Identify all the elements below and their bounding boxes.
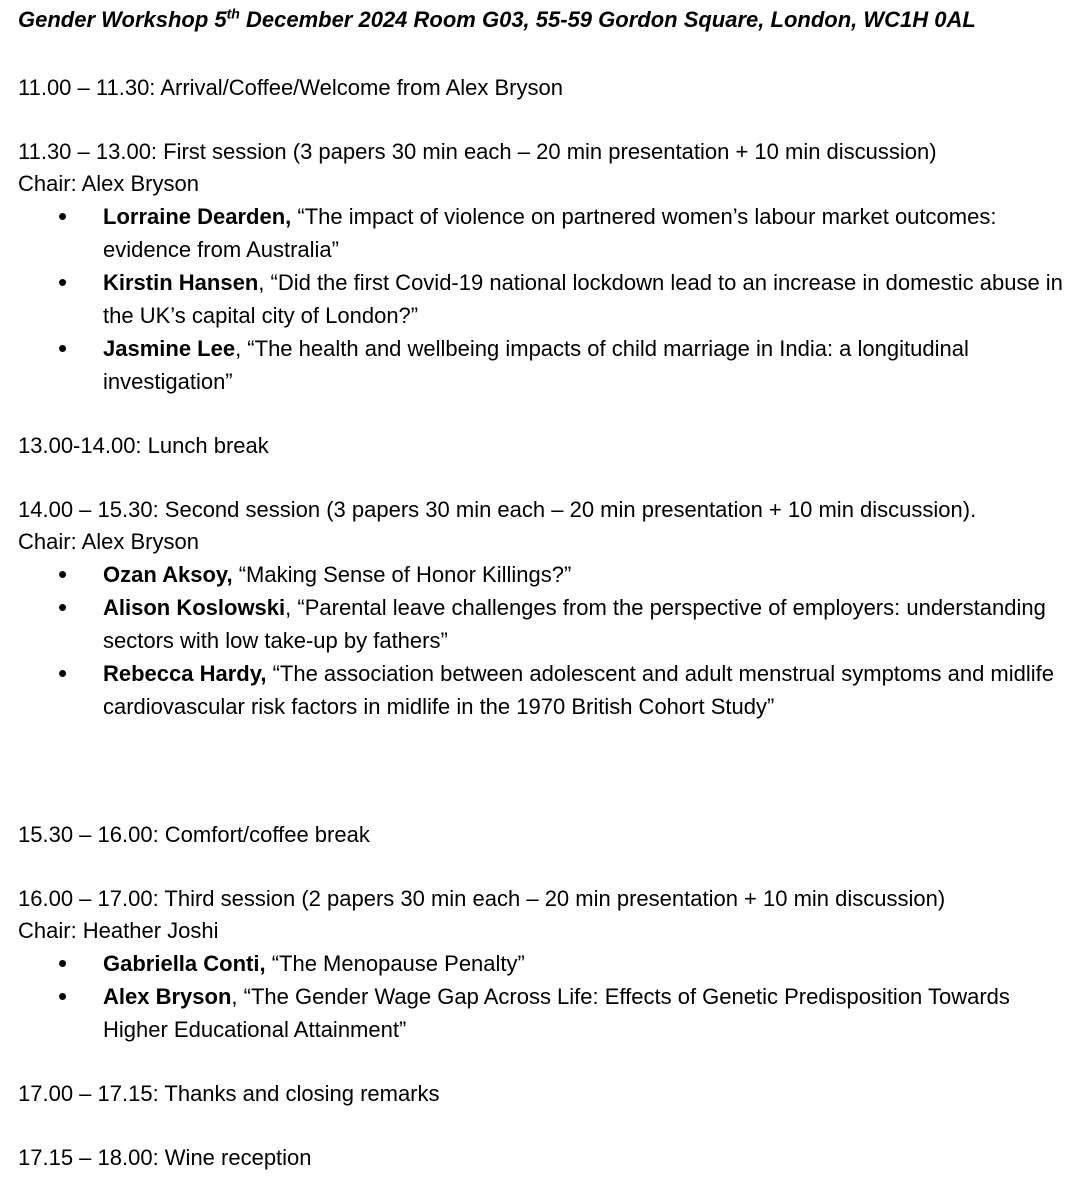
list-item: • Alison Koslowski, “Parental leave challenges from the perspective of employers: understanding sectors with low take-up by fathers” [18, 591, 1078, 657]
list-item: • Alex Bryson, “The Gender Wage Gap Across Life: Effects of Genetic Predisposition Towards Higher Educational Attainment” [18, 980, 1078, 1046]
session2-paper-list [18, 558, 1081, 723]
session3-paper-list [18, 947, 1081, 1046]
reception-item: 17.15 – 18.00: Wine reception [18, 1145, 312, 1170]
session2-chair: Chair: Alex Bryson [18, 529, 199, 554]
session1-paper-list [18, 200, 1081, 398]
session3-chair: Chair: Heather Joshi [18, 918, 219, 943]
page-title: Gender Workshop 5th December 2024 Room G03, 55-59 Gordon Square, London, WC1H 0AL [18, 5, 976, 32]
session1-chair: Chair: Alex Bryson [18, 171, 199, 196]
session3-header: 16.00 – 17.00: Third session (2 papers 30 min each – 20 min presentation + 10 min discussion) [18, 886, 946, 911]
list-item: • Jasmine Lee, “The health and wellbeing impacts of child marriage in India: a longitudinal investigation” [18, 332, 1078, 398]
comfort-break-item: 15.30 – 16.00: Comfort/coffee break [18, 822, 370, 847]
list-item: • Kirstin Hansen, “Did the first Covid-19 national lockdown lead to an increase in domestic abuse in the UK’s capital city of London?” [18, 266, 1078, 332]
arrival-item: 11.00 – 11.30: Arrival/Coffee/Welcome from Alex Bryson [18, 75, 563, 100]
list-item: • Rebecca Hardy, “The association between adolescent and adult menstrual symptoms and midlife cardiovascular risk factors in midlife in the 1970 British Cohort Study” [18, 657, 1078, 723]
session1-header: 11.30 – 13.00: First session (3 papers 30 min each – 20 min presentation + 10 min discussion) [18, 139, 937, 164]
closing-item: 17.00 – 17.15: Thanks and closing remarks [18, 1081, 440, 1106]
list-item: • Lorraine Dearden, “The impact of violence on partnered women’s labour market outcomes: evidence from Australia” [18, 200, 1078, 266]
session2-header: 14.00 – 15.30: Second session (3 papers 30 min each – 20 min presentation + 10 min discussion). [18, 497, 977, 522]
list-item: • Ozan Aksoy, “Making Sense of Honor Killings?” [18, 558, 1078, 591]
list-item: • Gabriella Conti, “The Menopause Penalty” [18, 947, 1078, 980]
lunch-item: 13.00-14.00: Lunch break [18, 433, 269, 458]
